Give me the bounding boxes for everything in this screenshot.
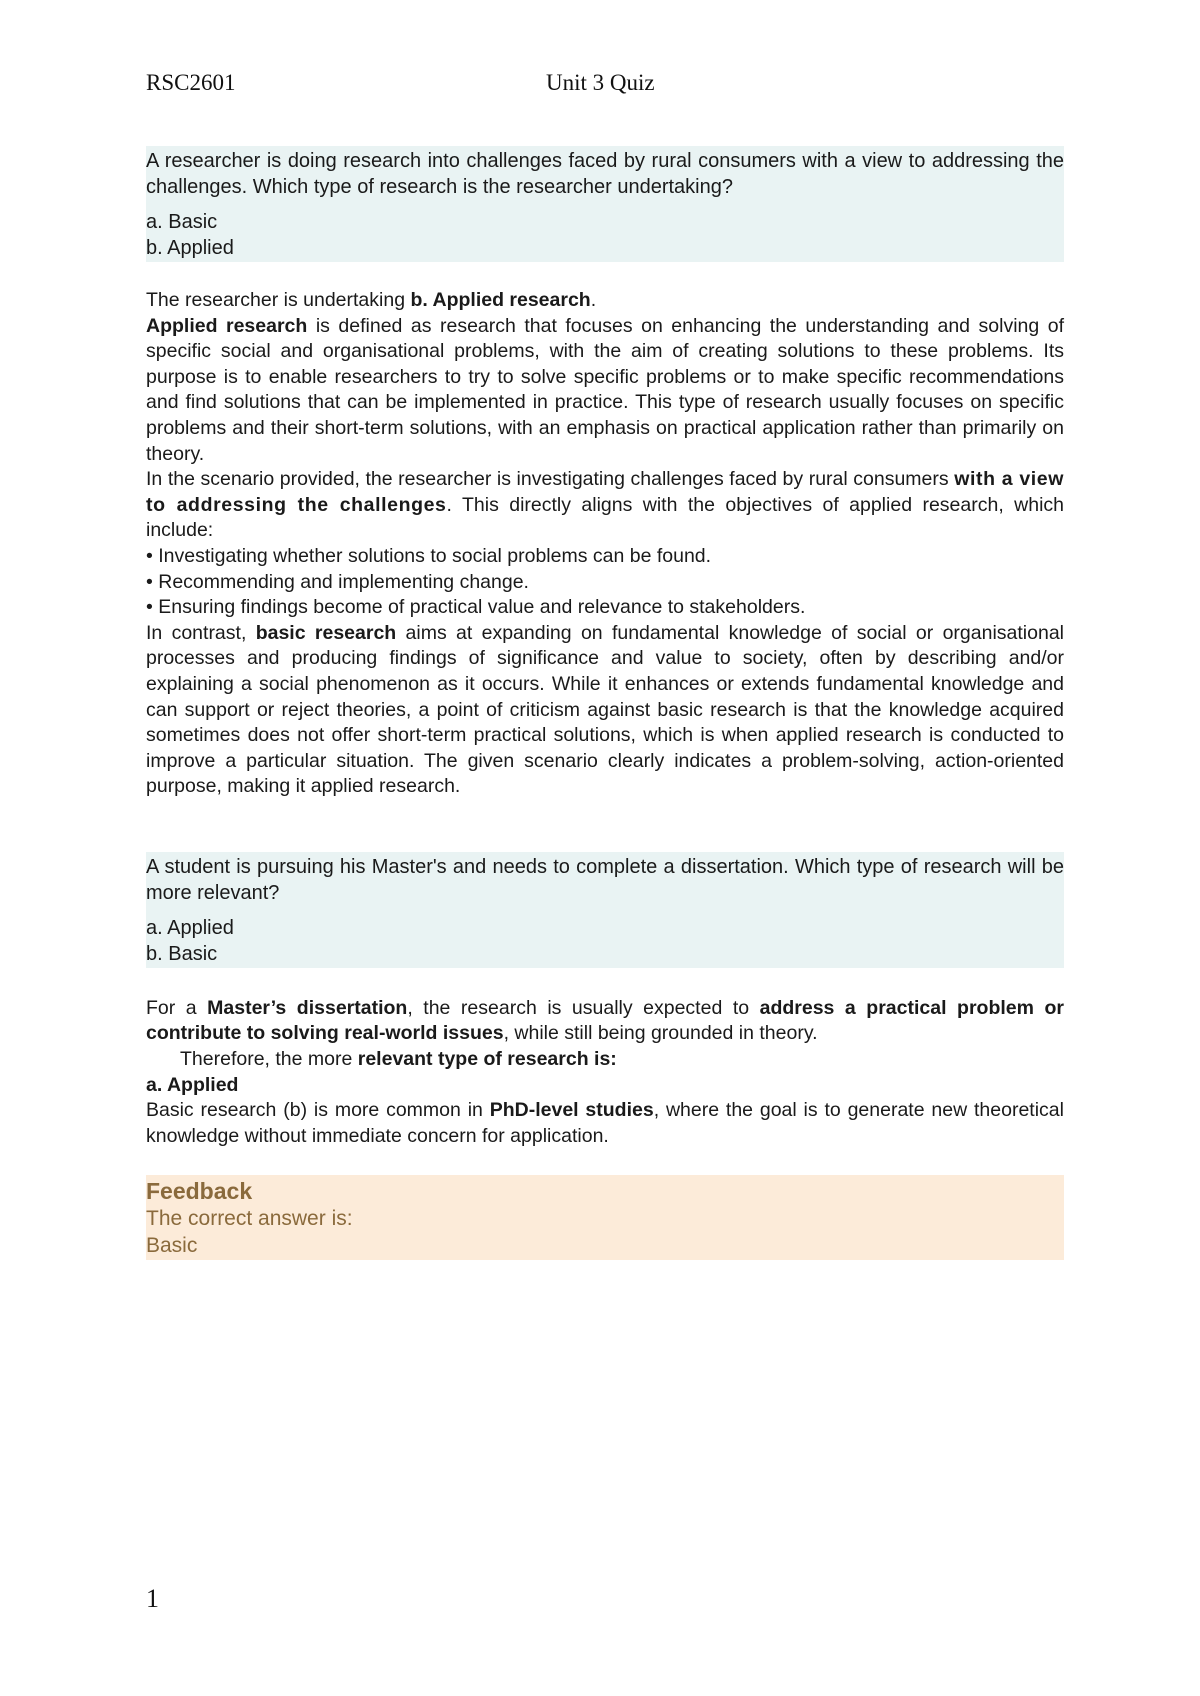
scenario-explanation: In the scenario provided, the researcher is investigating challenges faced by rural consumers with a view to addressing the challenges. This directly aligns with the objectives of applied research, which include: (146, 468, 1065, 542)
question-1-options (146, 209, 1064, 261)
page-number: 1 (146, 1584, 159, 1613)
question-1-box (146, 146, 1064, 262)
masters-dissertation-explanation: For a Master’s dissertation, the research is usually expected to address a practical problem or contribute to solving real-world issues, while still being grounded in theory. (146, 996, 1064, 1045)
list-item: • Investigating whether solutions to social problems can be found. (146, 544, 712, 567)
course-code: RSC2601 (146, 70, 236, 95)
question-2-option-a: a. Applied (146, 916, 234, 939)
answer-2 (146, 996, 1064, 1150)
question-1-text: A researcher is doing research into challenges faced by rural consumers with a view to addressing the challenges. Which type of research is the researcher undertaking? (146, 150, 1064, 198)
document-title: Unit 3 Quiz (546, 70, 655, 95)
document-body (146, 146, 1064, 1260)
phd-basic-research-note: Basic research (b) is more common in PhD-level studies, where the goal is to generate new theoretical knowledge without immediate concern for application. (146, 1099, 1064, 1147)
question-2-text: A student is pursuing his Master's and needs to complete a dissertation. Which type of research will be more relevant? (146, 855, 1064, 904)
answer-1 (146, 288, 1064, 800)
basic-research-contrast: In contrast, basic research aims at expanding on fundamental knowledge of social or organisational processes and producing findings of significance and value to society, often by describing and/or explaining a social phenomenon as it occurs. While it enhances or extends fundamental knowledge and can support or reject theories, a point of criticism against basic research is that the knowledge acquired sometimes does not offer short-term practical solutions, which is when applied research is conducted to improve a particular situation. The given scenario clearly indicates a problem-solving, action-oriented purpose, making it applied research. (146, 621, 1065, 798)
question-1-option-b: b. Applied (146, 237, 234, 259)
question-2-options (146, 915, 1064, 967)
list-item: • Ensuring findings become of practical value and relevance to stakeholders. (146, 596, 806, 619)
applied-research-definition: Applied research is defined as research that focuses on enhancing the understanding and solving of specific social and organisational problems, with the aim of creating solutions to these problems. Its purpose is to enable researchers to try to solve specific problems or to make specific recommendations and find solutions that can be implemented in practice. This type of research usually focuses on specific problems and their short-term solutions, with an emphasis on practical application rather than primarily on theory. (146, 314, 1064, 465)
list-item: • Recommending and implementing change. (146, 570, 529, 593)
question-2-option-b: b. Basic (146, 942, 218, 965)
question-2-box (146, 852, 1064, 968)
answer-1-statement: The researcher is undertaking b. Applied research. (146, 289, 597, 311)
relevant-type-statement: Therefore, the more relevant type of research is: (180, 1048, 617, 1071)
feedback-box (146, 1175, 1064, 1260)
feedback-correct-answer: Basic (146, 1234, 198, 1258)
page-header (146, 70, 1066, 100)
feedback-title: Feedback (146, 1178, 253, 1205)
answer-2-choice: a. Applied (146, 1073, 239, 1096)
feedback-line: The correct answer is: (146, 1207, 353, 1231)
question-1-option-a: a. Basic (146, 211, 218, 233)
